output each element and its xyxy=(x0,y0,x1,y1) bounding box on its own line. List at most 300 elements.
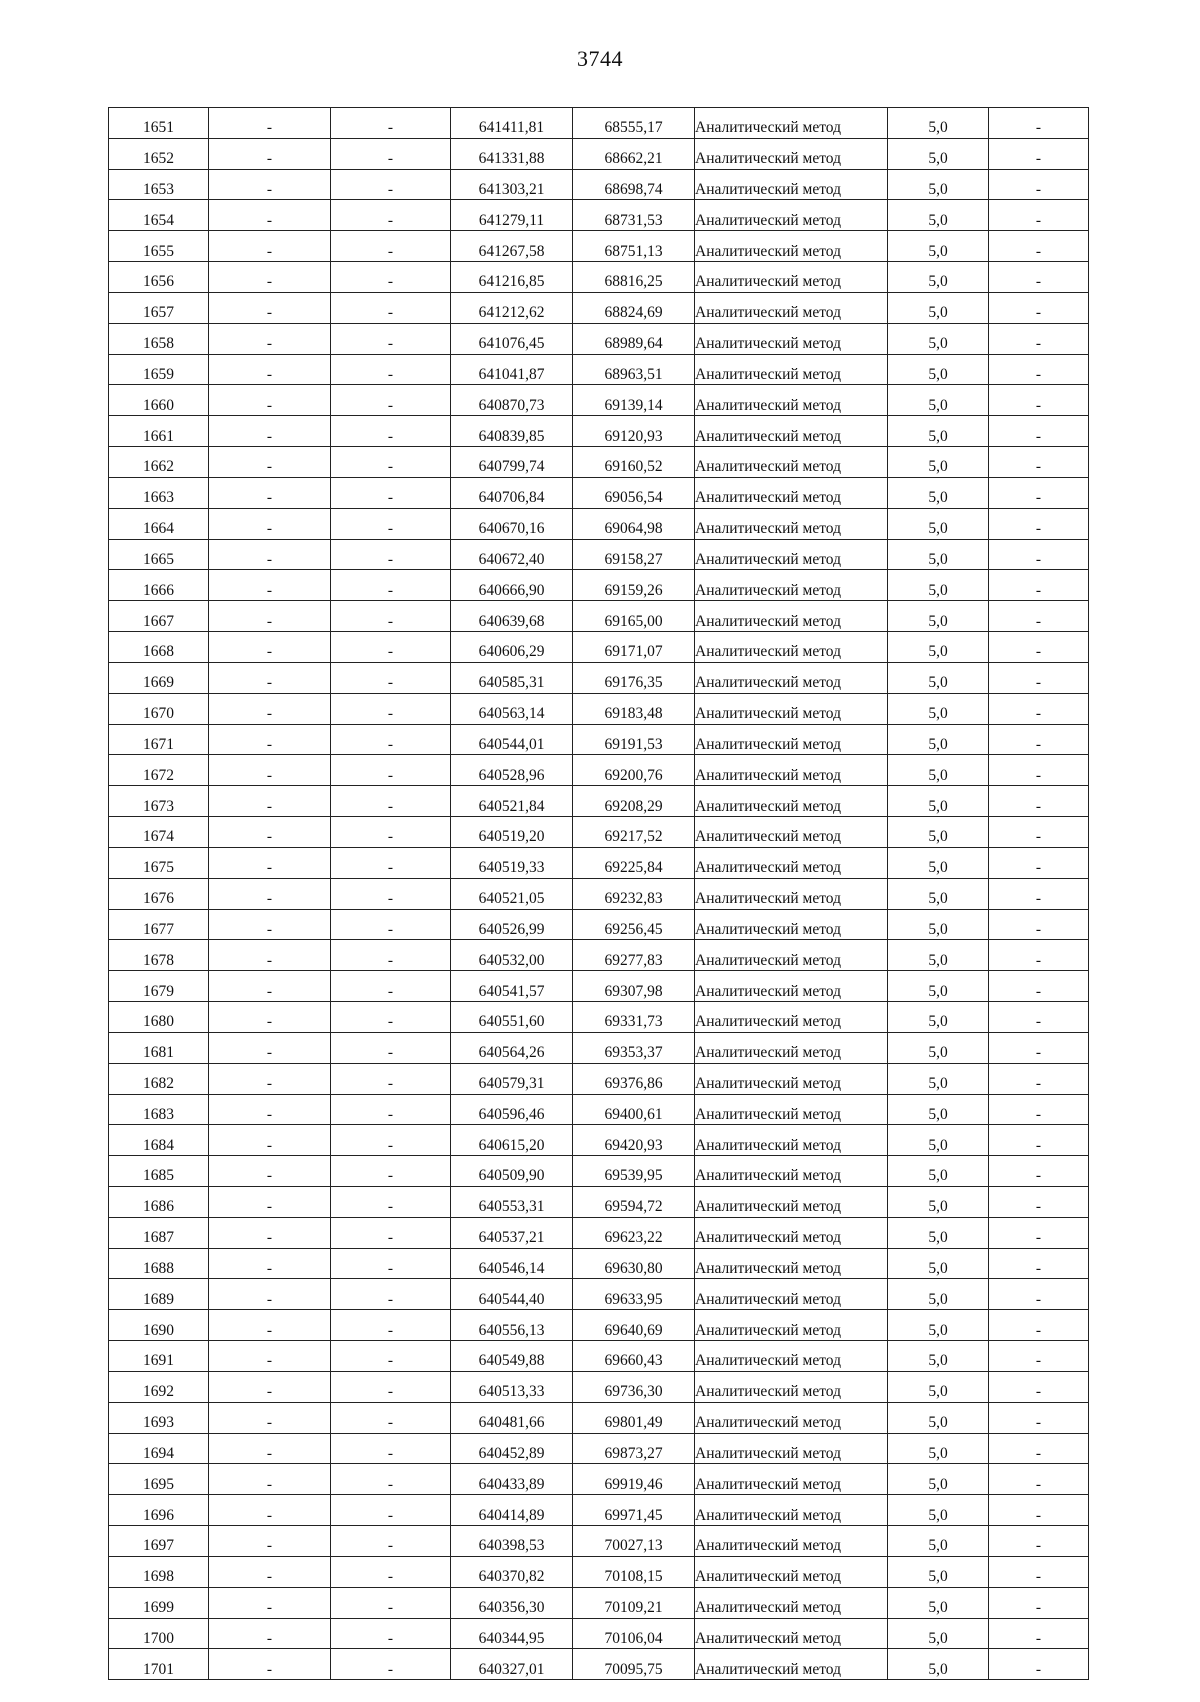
x-coordinate-cell: 641212,62 xyxy=(451,292,573,323)
point-number-cell: 1672 xyxy=(109,755,209,786)
dash-cell-1: - xyxy=(209,508,331,539)
accuracy-cell: 5,0 xyxy=(888,200,989,231)
dash-cell-3: - xyxy=(989,1310,1089,1341)
y-coordinate-cell: 69539,95 xyxy=(573,1156,695,1187)
dash-cell-1: - xyxy=(209,847,331,878)
dash-cell-2: - xyxy=(331,1618,451,1649)
point-number-cell: 1665 xyxy=(109,539,209,570)
y-coordinate-cell: 69158,27 xyxy=(573,539,695,570)
table-row xyxy=(109,354,1089,385)
x-coordinate-cell: 640870,73 xyxy=(451,385,573,416)
accuracy-cell: 5,0 xyxy=(888,508,989,539)
method-cell: Аналитический метод xyxy=(695,1526,888,1557)
point-number-cell: 1676 xyxy=(109,878,209,909)
point-number-cell: 1670 xyxy=(109,693,209,724)
dash-cell-2: - xyxy=(331,539,451,570)
x-coordinate-cell: 640541,57 xyxy=(451,971,573,1002)
method-cell: Аналитический метод xyxy=(695,817,888,848)
accuracy-cell: 5,0 xyxy=(888,632,989,663)
y-coordinate-cell: 68824,69 xyxy=(573,292,695,323)
dash-cell-3: - xyxy=(989,354,1089,385)
accuracy-cell: 5,0 xyxy=(888,1526,989,1557)
y-coordinate-cell: 69171,07 xyxy=(573,632,695,663)
table-row xyxy=(109,786,1089,817)
method-cell: Аналитический метод xyxy=(695,1186,888,1217)
point-number-cell: 1699 xyxy=(109,1587,209,1618)
y-coordinate-cell: 69200,76 xyxy=(573,755,695,786)
dash-cell-2: - xyxy=(331,1464,451,1495)
method-cell: Аналитический метод xyxy=(695,940,888,971)
table-row xyxy=(109,1186,1089,1217)
point-number-cell: 1692 xyxy=(109,1371,209,1402)
dash-cell-2: - xyxy=(331,1433,451,1464)
dash-cell-3: - xyxy=(989,292,1089,323)
table-row xyxy=(109,539,1089,570)
y-coordinate-cell: 69120,93 xyxy=(573,416,695,447)
method-cell: Аналитический метод xyxy=(695,477,888,508)
dash-cell-2: - xyxy=(331,755,451,786)
accuracy-cell: 5,0 xyxy=(888,1402,989,1433)
dash-cell-1: - xyxy=(209,1371,331,1402)
x-coordinate-cell: 640481,66 xyxy=(451,1402,573,1433)
method-cell: Аналитический метод xyxy=(695,878,888,909)
dash-cell-1: - xyxy=(209,262,331,293)
table-row xyxy=(109,817,1089,848)
method-cell: Аналитический метод xyxy=(695,508,888,539)
y-coordinate-cell: 69056,54 xyxy=(573,477,695,508)
x-coordinate-cell: 640414,89 xyxy=(451,1495,573,1526)
y-coordinate-cell: 69801,49 xyxy=(573,1402,695,1433)
method-cell: Аналитический метод xyxy=(695,1371,888,1402)
method-cell: Аналитический метод xyxy=(695,292,888,323)
method-cell: Аналитический метод xyxy=(695,1495,888,1526)
y-coordinate-cell: 69353,37 xyxy=(573,1032,695,1063)
dash-cell-3: - xyxy=(989,323,1089,354)
x-coordinate-cell: 640799,74 xyxy=(451,447,573,478)
dash-cell-1: - xyxy=(209,169,331,200)
accuracy-cell: 5,0 xyxy=(888,786,989,817)
dash-cell-2: - xyxy=(331,1125,451,1156)
dash-cell-1: - xyxy=(209,447,331,478)
x-coordinate-cell: 640585,31 xyxy=(451,662,573,693)
table-row xyxy=(109,570,1089,601)
table-row xyxy=(109,323,1089,354)
dash-cell-2: - xyxy=(331,786,451,817)
dash-cell-2: - xyxy=(331,1002,451,1033)
table-row xyxy=(109,508,1089,539)
point-number-cell: 1680 xyxy=(109,1002,209,1033)
dash-cell-3: - xyxy=(989,1217,1089,1248)
dash-cell-1: - xyxy=(209,1248,331,1279)
y-coordinate-cell: 69139,14 xyxy=(573,385,695,416)
method-cell: Аналитический метод xyxy=(695,1032,888,1063)
dash-cell-1: - xyxy=(209,755,331,786)
dash-cell-3: - xyxy=(989,1556,1089,1587)
dash-cell-1: - xyxy=(209,693,331,724)
point-number-cell: 1655 xyxy=(109,231,209,262)
point-number-cell: 1684 xyxy=(109,1125,209,1156)
accuracy-cell: 5,0 xyxy=(888,1002,989,1033)
point-number-cell: 1689 xyxy=(109,1279,209,1310)
dash-cell-1: - xyxy=(209,1032,331,1063)
x-coordinate-cell: 641331,88 xyxy=(451,138,573,169)
dash-cell-3: - xyxy=(989,539,1089,570)
dash-cell-2: - xyxy=(331,262,451,293)
dash-cell-3: - xyxy=(989,1526,1089,1557)
dash-cell-1: - xyxy=(209,1556,331,1587)
dash-cell-3: - xyxy=(989,971,1089,1002)
table-row xyxy=(109,1402,1089,1433)
accuracy-cell: 5,0 xyxy=(888,817,989,848)
method-cell: Аналитический метод xyxy=(695,539,888,570)
point-number-cell: 1662 xyxy=(109,447,209,478)
dash-cell-3: - xyxy=(989,1186,1089,1217)
dash-cell-1: - xyxy=(209,1279,331,1310)
x-coordinate-cell: 640596,46 xyxy=(451,1094,573,1125)
dash-cell-1: - xyxy=(209,1618,331,1649)
table-row xyxy=(109,632,1089,663)
table-row xyxy=(109,1125,1089,1156)
y-coordinate-cell: 68751,13 xyxy=(573,231,695,262)
y-coordinate-cell: 69159,26 xyxy=(573,570,695,601)
dash-cell-3: - xyxy=(989,1402,1089,1433)
table-row xyxy=(109,138,1089,169)
dash-cell-3: - xyxy=(989,878,1089,909)
method-cell: Аналитический метод xyxy=(695,847,888,878)
dash-cell-1: - xyxy=(209,1063,331,1094)
accuracy-cell: 5,0 xyxy=(888,231,989,262)
point-number-cell: 1675 xyxy=(109,847,209,878)
method-cell: Аналитический метод xyxy=(695,971,888,1002)
accuracy-cell: 5,0 xyxy=(888,1433,989,1464)
method-cell: Аналитический метод xyxy=(695,169,888,200)
table-row xyxy=(109,200,1089,231)
dash-cell-1: - xyxy=(209,477,331,508)
dash-cell-3: - xyxy=(989,1002,1089,1033)
point-number-cell: 1654 xyxy=(109,200,209,231)
table-row xyxy=(109,169,1089,200)
dash-cell-1: - xyxy=(209,385,331,416)
point-number-cell: 1690 xyxy=(109,1310,209,1341)
y-coordinate-cell: 69736,30 xyxy=(573,1371,695,1402)
dash-cell-1: - xyxy=(209,1094,331,1125)
point-number-cell: 1685 xyxy=(109,1156,209,1187)
x-coordinate-cell: 640509,90 xyxy=(451,1156,573,1187)
dash-cell-2: - xyxy=(331,1279,451,1310)
x-coordinate-cell: 640521,84 xyxy=(451,786,573,817)
table-row xyxy=(109,878,1089,909)
dash-cell-2: - xyxy=(331,878,451,909)
dash-cell-1: - xyxy=(209,724,331,755)
dash-cell-2: - xyxy=(331,1032,451,1063)
dash-cell-3: - xyxy=(989,1495,1089,1526)
dash-cell-1: - xyxy=(209,786,331,817)
table-row xyxy=(109,1371,1089,1402)
dash-cell-2: - xyxy=(331,601,451,632)
dash-cell-1: - xyxy=(209,878,331,909)
table-row xyxy=(109,1618,1089,1649)
y-coordinate-cell: 69594,72 xyxy=(573,1186,695,1217)
dash-cell-1: - xyxy=(209,1217,331,1248)
accuracy-cell: 5,0 xyxy=(888,1587,989,1618)
dash-cell-3: - xyxy=(989,1649,1089,1680)
dash-cell-3: - xyxy=(989,1279,1089,1310)
x-coordinate-cell: 640344,95 xyxy=(451,1618,573,1649)
method-cell: Аналитический метод xyxy=(695,1248,888,1279)
table-row xyxy=(109,1279,1089,1310)
table-row xyxy=(109,1341,1089,1372)
method-cell: Аналитический метод xyxy=(695,1433,888,1464)
dash-cell-2: - xyxy=(331,1371,451,1402)
accuracy-cell: 5,0 xyxy=(888,1495,989,1526)
point-number-cell: 1651 xyxy=(109,108,209,139)
point-number-cell: 1683 xyxy=(109,1094,209,1125)
dash-cell-2: - xyxy=(331,1587,451,1618)
accuracy-cell: 5,0 xyxy=(888,724,989,755)
point-number-cell: 1688 xyxy=(109,1248,209,1279)
dash-cell-2: - xyxy=(331,1310,451,1341)
dash-cell-1: - xyxy=(209,1002,331,1033)
method-cell: Аналитический метод xyxy=(695,693,888,724)
dash-cell-2: - xyxy=(331,724,451,755)
dash-cell-1: - xyxy=(209,323,331,354)
method-cell: Аналитический метод xyxy=(695,1464,888,1495)
point-number-cell: 1667 xyxy=(109,601,209,632)
dash-cell-3: - xyxy=(989,169,1089,200)
method-cell: Аналитический метод xyxy=(695,108,888,139)
accuracy-cell: 5,0 xyxy=(888,1156,989,1187)
dash-cell-1: - xyxy=(209,971,331,1002)
dash-cell-2: - xyxy=(331,909,451,940)
point-number-cell: 1681 xyxy=(109,1032,209,1063)
table-row xyxy=(109,231,1089,262)
dash-cell-3: - xyxy=(989,693,1089,724)
table-row xyxy=(109,416,1089,447)
y-coordinate-cell: 69064,98 xyxy=(573,508,695,539)
x-coordinate-cell: 640370,82 xyxy=(451,1556,573,1587)
y-coordinate-cell: 69400,61 xyxy=(573,1094,695,1125)
method-cell: Аналитический метод xyxy=(695,447,888,478)
table-row xyxy=(109,847,1089,878)
y-coordinate-cell: 69183,48 xyxy=(573,693,695,724)
dash-cell-1: - xyxy=(209,817,331,848)
y-coordinate-cell: 69919,46 xyxy=(573,1464,695,1495)
method-cell: Аналитический метод xyxy=(695,1402,888,1433)
method-cell: Аналитический метод xyxy=(695,601,888,632)
y-coordinate-cell: 69232,83 xyxy=(573,878,695,909)
point-number-cell: 1656 xyxy=(109,262,209,293)
method-cell: Аналитический метод xyxy=(695,1063,888,1094)
dash-cell-2: - xyxy=(331,323,451,354)
x-coordinate-cell: 640526,99 xyxy=(451,909,573,940)
y-coordinate-cell: 69633,95 xyxy=(573,1279,695,1310)
x-coordinate-cell: 641076,45 xyxy=(451,323,573,354)
dash-cell-1: - xyxy=(209,1433,331,1464)
method-cell: Аналитический метод xyxy=(695,632,888,663)
x-coordinate-cell: 640398,53 xyxy=(451,1526,573,1557)
accuracy-cell: 5,0 xyxy=(888,323,989,354)
method-cell: Аналитический метод xyxy=(695,1217,888,1248)
accuracy-cell: 5,0 xyxy=(888,354,989,385)
dash-cell-2: - xyxy=(331,447,451,478)
accuracy-cell: 5,0 xyxy=(888,971,989,1002)
point-number-cell: 1666 xyxy=(109,570,209,601)
point-number-cell: 1669 xyxy=(109,662,209,693)
x-coordinate-cell: 640356,30 xyxy=(451,1587,573,1618)
x-coordinate-cell: 641411,81 xyxy=(451,108,573,139)
y-coordinate-cell: 69420,93 xyxy=(573,1125,695,1156)
method-cell: Аналитический метод xyxy=(695,1125,888,1156)
y-coordinate-cell: 70095,75 xyxy=(573,1649,695,1680)
x-coordinate-cell: 640563,14 xyxy=(451,693,573,724)
x-coordinate-cell: 640579,31 xyxy=(451,1063,573,1094)
dash-cell-2: - xyxy=(331,385,451,416)
dash-cell-3: - xyxy=(989,108,1089,139)
dash-cell-2: - xyxy=(331,662,451,693)
table-row xyxy=(109,724,1089,755)
accuracy-cell: 5,0 xyxy=(888,477,989,508)
table-row xyxy=(109,1217,1089,1248)
dash-cell-2: - xyxy=(331,169,451,200)
accuracy-cell: 5,0 xyxy=(888,878,989,909)
dash-cell-1: - xyxy=(209,1310,331,1341)
dash-cell-1: - xyxy=(209,354,331,385)
dash-cell-2: - xyxy=(331,1156,451,1187)
y-coordinate-cell: 68816,25 xyxy=(573,262,695,293)
dash-cell-3: - xyxy=(989,1063,1089,1094)
dash-cell-3: - xyxy=(989,1341,1089,1372)
method-cell: Аналитический метод xyxy=(695,1556,888,1587)
y-coordinate-cell: 69623,22 xyxy=(573,1217,695,1248)
point-number-cell: 1695 xyxy=(109,1464,209,1495)
dash-cell-3: - xyxy=(989,231,1089,262)
table-row xyxy=(109,1248,1089,1279)
x-coordinate-cell: 640537,21 xyxy=(451,1217,573,1248)
accuracy-cell: 5,0 xyxy=(888,1032,989,1063)
point-number-cell: 1696 xyxy=(109,1495,209,1526)
y-coordinate-cell: 69660,43 xyxy=(573,1341,695,1372)
x-coordinate-cell: 641216,85 xyxy=(451,262,573,293)
x-coordinate-cell: 640839,85 xyxy=(451,416,573,447)
y-coordinate-cell: 68963,51 xyxy=(573,354,695,385)
y-coordinate-cell: 69256,45 xyxy=(573,909,695,940)
dash-cell-2: - xyxy=(331,1186,451,1217)
dash-cell-1: - xyxy=(209,1526,331,1557)
dash-cell-3: - xyxy=(989,755,1089,786)
dash-cell-3: - xyxy=(989,416,1089,447)
dash-cell-2: - xyxy=(331,971,451,1002)
table-row xyxy=(109,1495,1089,1526)
x-coordinate-cell: 640606,29 xyxy=(451,632,573,663)
method-cell: Аналитический метод xyxy=(695,1341,888,1372)
table-row xyxy=(109,940,1089,971)
method-cell: Аналитический метод xyxy=(695,323,888,354)
point-number-cell: 1657 xyxy=(109,292,209,323)
method-cell: Аналитический метод xyxy=(695,755,888,786)
dash-cell-3: - xyxy=(989,508,1089,539)
dash-cell-3: - xyxy=(989,909,1089,940)
dash-cell-2: - xyxy=(331,354,451,385)
dash-cell-3: - xyxy=(989,385,1089,416)
x-coordinate-cell: 640553,31 xyxy=(451,1186,573,1217)
dash-cell-3: - xyxy=(989,724,1089,755)
dash-cell-3: - xyxy=(989,632,1089,663)
dash-cell-3: - xyxy=(989,262,1089,293)
dash-cell-1: - xyxy=(209,1587,331,1618)
point-number-cell: 1691 xyxy=(109,1341,209,1372)
y-coordinate-cell: 68698,74 xyxy=(573,169,695,200)
dash-cell-1: - xyxy=(209,416,331,447)
dash-cell-2: - xyxy=(331,1341,451,1372)
y-coordinate-cell: 69971,45 xyxy=(573,1495,695,1526)
x-coordinate-cell: 641267,58 xyxy=(451,231,573,262)
y-coordinate-cell: 69225,84 xyxy=(573,847,695,878)
dash-cell-3: - xyxy=(989,1094,1089,1125)
table-row xyxy=(109,1063,1089,1094)
dash-cell-1: - xyxy=(209,108,331,139)
dash-cell-1: - xyxy=(209,909,331,940)
dash-cell-1: - xyxy=(209,1156,331,1187)
dash-cell-1: - xyxy=(209,601,331,632)
y-coordinate-cell: 69277,83 xyxy=(573,940,695,971)
y-coordinate-cell: 69873,27 xyxy=(573,1433,695,1464)
x-coordinate-cell: 640528,96 xyxy=(451,755,573,786)
x-coordinate-cell: 640519,20 xyxy=(451,817,573,848)
table-row xyxy=(109,1156,1089,1187)
dash-cell-3: - xyxy=(989,786,1089,817)
x-coordinate-cell: 640532,00 xyxy=(451,940,573,971)
table-row xyxy=(109,1032,1089,1063)
x-coordinate-cell: 640666,90 xyxy=(451,570,573,601)
method-cell: Аналитический метод xyxy=(695,200,888,231)
table-row xyxy=(109,262,1089,293)
dash-cell-3: - xyxy=(989,662,1089,693)
x-coordinate-cell: 640639,68 xyxy=(451,601,573,632)
table-body xyxy=(109,108,1089,1680)
dash-cell-3: - xyxy=(989,477,1089,508)
x-coordinate-cell: 640546,14 xyxy=(451,1248,573,1279)
point-number-cell: 1678 xyxy=(109,940,209,971)
x-coordinate-cell: 640544,40 xyxy=(451,1279,573,1310)
point-number-cell: 1693 xyxy=(109,1402,209,1433)
method-cell: Аналитический метод xyxy=(695,1310,888,1341)
y-coordinate-cell: 69307,98 xyxy=(573,971,695,1002)
x-coordinate-cell: 640615,20 xyxy=(451,1125,573,1156)
table-row xyxy=(109,108,1089,139)
dash-cell-2: - xyxy=(331,138,451,169)
y-coordinate-cell: 69208,29 xyxy=(573,786,695,817)
method-cell: Аналитический метод xyxy=(695,385,888,416)
dash-cell-2: - xyxy=(331,693,451,724)
method-cell: Аналитический метод xyxy=(695,1587,888,1618)
y-coordinate-cell: 68662,21 xyxy=(573,138,695,169)
method-cell: Аналитический метод xyxy=(695,1649,888,1680)
accuracy-cell: 5,0 xyxy=(888,292,989,323)
point-number-cell: 1694 xyxy=(109,1433,209,1464)
accuracy-cell: 5,0 xyxy=(888,385,989,416)
page-number: 3744 xyxy=(577,46,623,71)
table-row xyxy=(109,447,1089,478)
dash-cell-3: - xyxy=(989,447,1089,478)
x-coordinate-cell: 640327,01 xyxy=(451,1649,573,1680)
dash-cell-1: - xyxy=(209,138,331,169)
dash-cell-1: - xyxy=(209,1402,331,1433)
dash-cell-2: - xyxy=(331,1526,451,1557)
point-number-cell: 1671 xyxy=(109,724,209,755)
table-row xyxy=(109,477,1089,508)
point-number-cell: 1679 xyxy=(109,971,209,1002)
accuracy-cell: 5,0 xyxy=(888,1464,989,1495)
